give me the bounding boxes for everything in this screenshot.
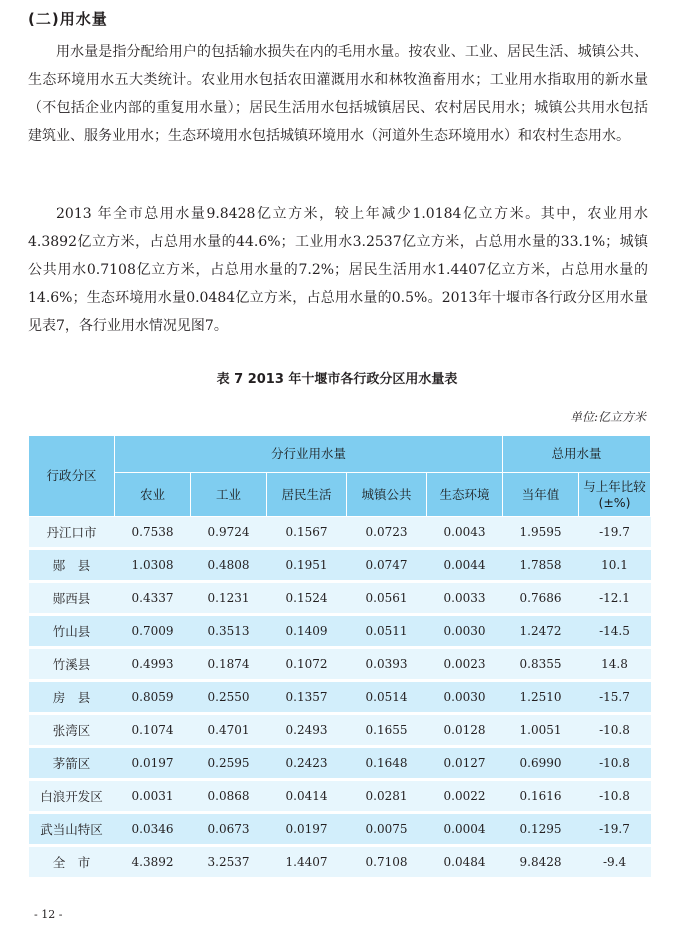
value-cell: 1.7858	[503, 549, 579, 582]
value-cell: 0.0197	[267, 813, 347, 846]
header-region: 行政分区	[29, 436, 115, 517]
value-cell: -19.7	[579, 813, 651, 846]
value-cell: 0.8355	[503, 648, 579, 681]
table-caption: 表 7 2013 年十堰市各行政分区用水量表	[216, 372, 458, 387]
value-cell: 0.1072	[267, 648, 347, 681]
value-cell: -10.8	[579, 714, 651, 747]
value-cell: 0.0033	[427, 582, 503, 615]
value-cell: -12.1	[579, 582, 651, 615]
value-cell: 3.2537	[191, 846, 267, 879]
header-ecological: 生态环境	[427, 473, 503, 517]
paragraph-summary: 2013 年全市总用水量9.8428亿立方米，较上年减少1.0184亿立方米。其中，农业用水4.3892亿立方米，占总用水量的44.6%；工业用水3.2537亿立方米，占总用水量的33.1%；城镇公共用水0.7108亿立方米，占总用水量的7.2%；居民生活用水1.4407亿立方米，占总用水量的14.6%；生态环境用水量0.0484亿立方米，占总用水量的0.5%。2013年十堰市各行政分区用水量见表7，各行业用水情况见图7。	[28, 206, 648, 334]
value-cell: 0.1231	[191, 582, 267, 615]
value-cell: 0.0747	[347, 549, 427, 582]
region-name-cell: 房 县	[29, 681, 115, 714]
value-cell: 0.0022	[427, 780, 503, 813]
value-cell: 0.0127	[427, 747, 503, 780]
region-name-cell: 白浪开发区	[29, 780, 115, 813]
header-current-value: 当年值	[503, 473, 579, 517]
value-cell: 0.0868	[191, 780, 267, 813]
value-cell: 0.0561	[347, 582, 427, 615]
value-cell: 0.4337	[115, 582, 191, 615]
value-cell: 0.0197	[115, 747, 191, 780]
region-name-cell: 丹江口市	[29, 517, 115, 549]
value-cell: 14.8	[579, 648, 651, 681]
value-cell: 0.0723	[347, 517, 427, 549]
value-cell: 0.1409	[267, 615, 347, 648]
table-body	[29, 517, 651, 879]
value-cell: 0.0514	[347, 681, 427, 714]
table-unit: 单位:亿立方米	[569, 410, 646, 424]
table-row	[29, 714, 651, 747]
value-cell: 0.1655	[347, 714, 427, 747]
value-cell: 1.2510	[503, 681, 579, 714]
value-cell: -15.7	[579, 681, 651, 714]
table-row	[29, 681, 651, 714]
value-cell: 0.0075	[347, 813, 427, 846]
value-cell: 0.8059	[115, 681, 191, 714]
region-name-cell: 武当山特区	[29, 813, 115, 846]
value-cell: 0.1874	[191, 648, 267, 681]
value-cell: -9.4	[579, 846, 651, 879]
value-cell: 0.9724	[191, 517, 267, 549]
value-cell: 0.1074	[115, 714, 191, 747]
value-cell: 0.3513	[191, 615, 267, 648]
table-row	[29, 615, 651, 648]
value-cell: 1.4407	[267, 846, 347, 879]
value-cell: 0.0414	[267, 780, 347, 813]
table-row	[29, 780, 651, 813]
region-name-cell: 郧 县	[29, 549, 115, 582]
table-row	[29, 813, 651, 846]
section-heading: (二)用水量	[28, 10, 108, 28]
value-cell: 4.3892	[115, 846, 191, 879]
value-cell: 0.0044	[427, 549, 503, 582]
value-cell: 0.1524	[267, 582, 347, 615]
value-cell: 0.1951	[267, 549, 347, 582]
value-cell: 0.7538	[115, 517, 191, 549]
value-cell: 0.0484	[427, 846, 503, 879]
value-cell: 0.7108	[347, 846, 427, 879]
value-cell: 0.0043	[427, 517, 503, 549]
header-industry: 工业	[191, 473, 267, 517]
value-cell: 0.7686	[503, 582, 579, 615]
value-cell: 0.4808	[191, 549, 267, 582]
value-cell: 0.0673	[191, 813, 267, 846]
value-cell: 0.0004	[427, 813, 503, 846]
region-name-cell: 茅箭区	[29, 747, 115, 780]
region-name-cell: 郧西县	[29, 582, 115, 615]
region-name-cell: 张湾区	[29, 714, 115, 747]
value-cell: 0.0393	[347, 648, 427, 681]
value-cell: 0.4701	[191, 714, 267, 747]
value-cell: 0.2423	[267, 747, 347, 780]
paragraph-definition: 用水量是指分配给用户的包括输水损失在内的毛用水量。按农业、工业、居民生活、城镇公共、生态环境用水五大类统计。农业用水包括农田灌溉用水和林牧渔畜用水；工业用水指取用的新水量（不包括企业内部的重复用水量）；居民生活用水包括城镇居民、农村居民用水；城镇公共用水包括建筑业、服务业用水；生态环境用水包括城镇环境用水（河道外生态环境用水）和农村生态用水。	[28, 44, 648, 144]
value-cell: -19.7	[579, 517, 651, 549]
page-number: - 12 -	[34, 908, 63, 921]
value-cell: 0.1357	[267, 681, 347, 714]
header-sector-group: 分行业用水量	[115, 436, 503, 473]
value-cell: 0.1616	[503, 780, 579, 813]
header-residential: 居民生活	[267, 473, 347, 517]
value-cell: 10.1	[579, 549, 651, 582]
value-cell: 1.9595	[503, 517, 579, 549]
value-cell: 0.2493	[267, 714, 347, 747]
region-name-cell: 全 市	[29, 846, 115, 879]
table-header	[29, 436, 651, 517]
region-name-cell: 竹溪县	[29, 648, 115, 681]
header-agriculture: 农业	[115, 473, 191, 517]
value-cell: 0.7009	[115, 615, 191, 648]
value-cell: 0.0031	[115, 780, 191, 813]
header-compare: 与上年比较(±%)	[579, 473, 651, 517]
table-row	[29, 582, 651, 615]
value-cell: 0.2595	[191, 747, 267, 780]
value-cell: 0.0030	[427, 615, 503, 648]
table-row	[29, 648, 651, 681]
value-cell: 0.0511	[347, 615, 427, 648]
value-cell: 1.0308	[115, 549, 191, 582]
value-cell: 0.1567	[267, 517, 347, 549]
value-cell: -10.8	[579, 780, 651, 813]
value-cell: 0.6990	[503, 747, 579, 780]
water-use-table	[28, 435, 651, 880]
value-cell: 0.2550	[191, 681, 267, 714]
value-cell: 1.0051	[503, 714, 579, 747]
value-cell: 0.0023	[427, 648, 503, 681]
value-cell: 0.0281	[347, 780, 427, 813]
value-cell: 0.4993	[115, 648, 191, 681]
value-cell: -10.8	[579, 747, 651, 780]
table-row	[29, 549, 651, 582]
value-cell: 9.8428	[503, 846, 579, 879]
table-row	[29, 517, 651, 549]
value-cell: 1.2472	[503, 615, 579, 648]
table-row	[29, 846, 651, 879]
header-urban-public: 城镇公共	[347, 473, 427, 517]
value-cell: 0.0128	[427, 714, 503, 747]
value-cell: 0.0346	[115, 813, 191, 846]
value-cell: 0.0030	[427, 681, 503, 714]
value-cell: 0.1648	[347, 747, 427, 780]
header-total-group: 总用水量	[503, 436, 651, 473]
region-name-cell: 竹山县	[29, 615, 115, 648]
table-row	[29, 747, 651, 780]
value-cell: 0.1295	[503, 813, 579, 846]
value-cell: -14.5	[579, 615, 651, 648]
